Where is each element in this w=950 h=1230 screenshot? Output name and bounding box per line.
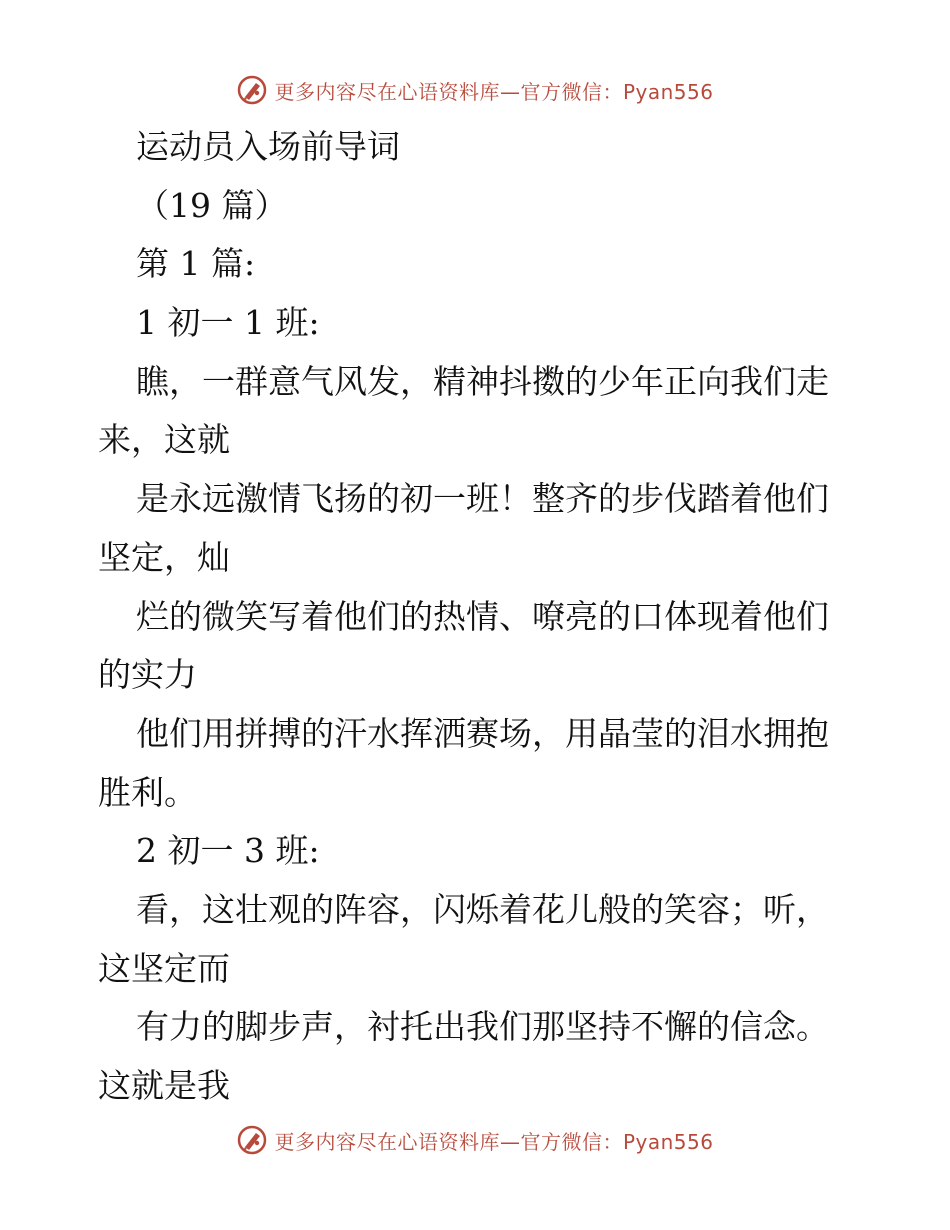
header-banner-text: 更多内容尽在心语资料库—官方微信：Pyan556 [274,79,714,104]
footer-banner [0,1120,950,1160]
paragraph-lines [98,294,858,1116]
text-line: 胜利。 [98,772,197,812]
document-body [98,118,858,1116]
text-line: 有力的脚步声，衬托出我们那坚持不懈的信念。 [136,1007,829,1047]
text-line: 2 初一 3 班: [136,831,320,871]
footer-banner-text: 更多内容尽在心语资料库—官方微信：Pyan556 [274,1129,714,1154]
document-count: （19 篇） [136,185,288,225]
text-line: 他们用拼搏的汗水挥洒赛场，用晶莹的泪水拥抱 [136,713,829,753]
text-line: 1 初一 1 班: [136,303,320,343]
text-line: 的实力 [98,655,197,695]
text-line: 这就是我 [98,1066,230,1105]
header-banner [0,70,950,110]
text-line: 这坚定而 [98,948,230,988]
text-line: 烂的微笑写着他们的热情、嘹亮的口体现着他们 [136,596,829,636]
section-heading: 第 1 篇: [136,244,256,284]
pen-logo-icon [236,74,268,106]
text-line: 瞧，一群意气风发，精神抖擞的少年正向我们走 [136,361,829,401]
text-line: 是永远激情飞扬的初一班！整齐的步伐踏着他们 [136,479,829,519]
text-line: 来，这就 [98,420,230,460]
document-title: 运动员入场前导词 [136,127,400,166]
text-line: 看，这壮观的阵容，闪烁着花儿般的笑容；听， [136,889,829,929]
text-line: 坚定，灿 [98,537,230,577]
pen-logo-icon [236,1124,268,1156]
